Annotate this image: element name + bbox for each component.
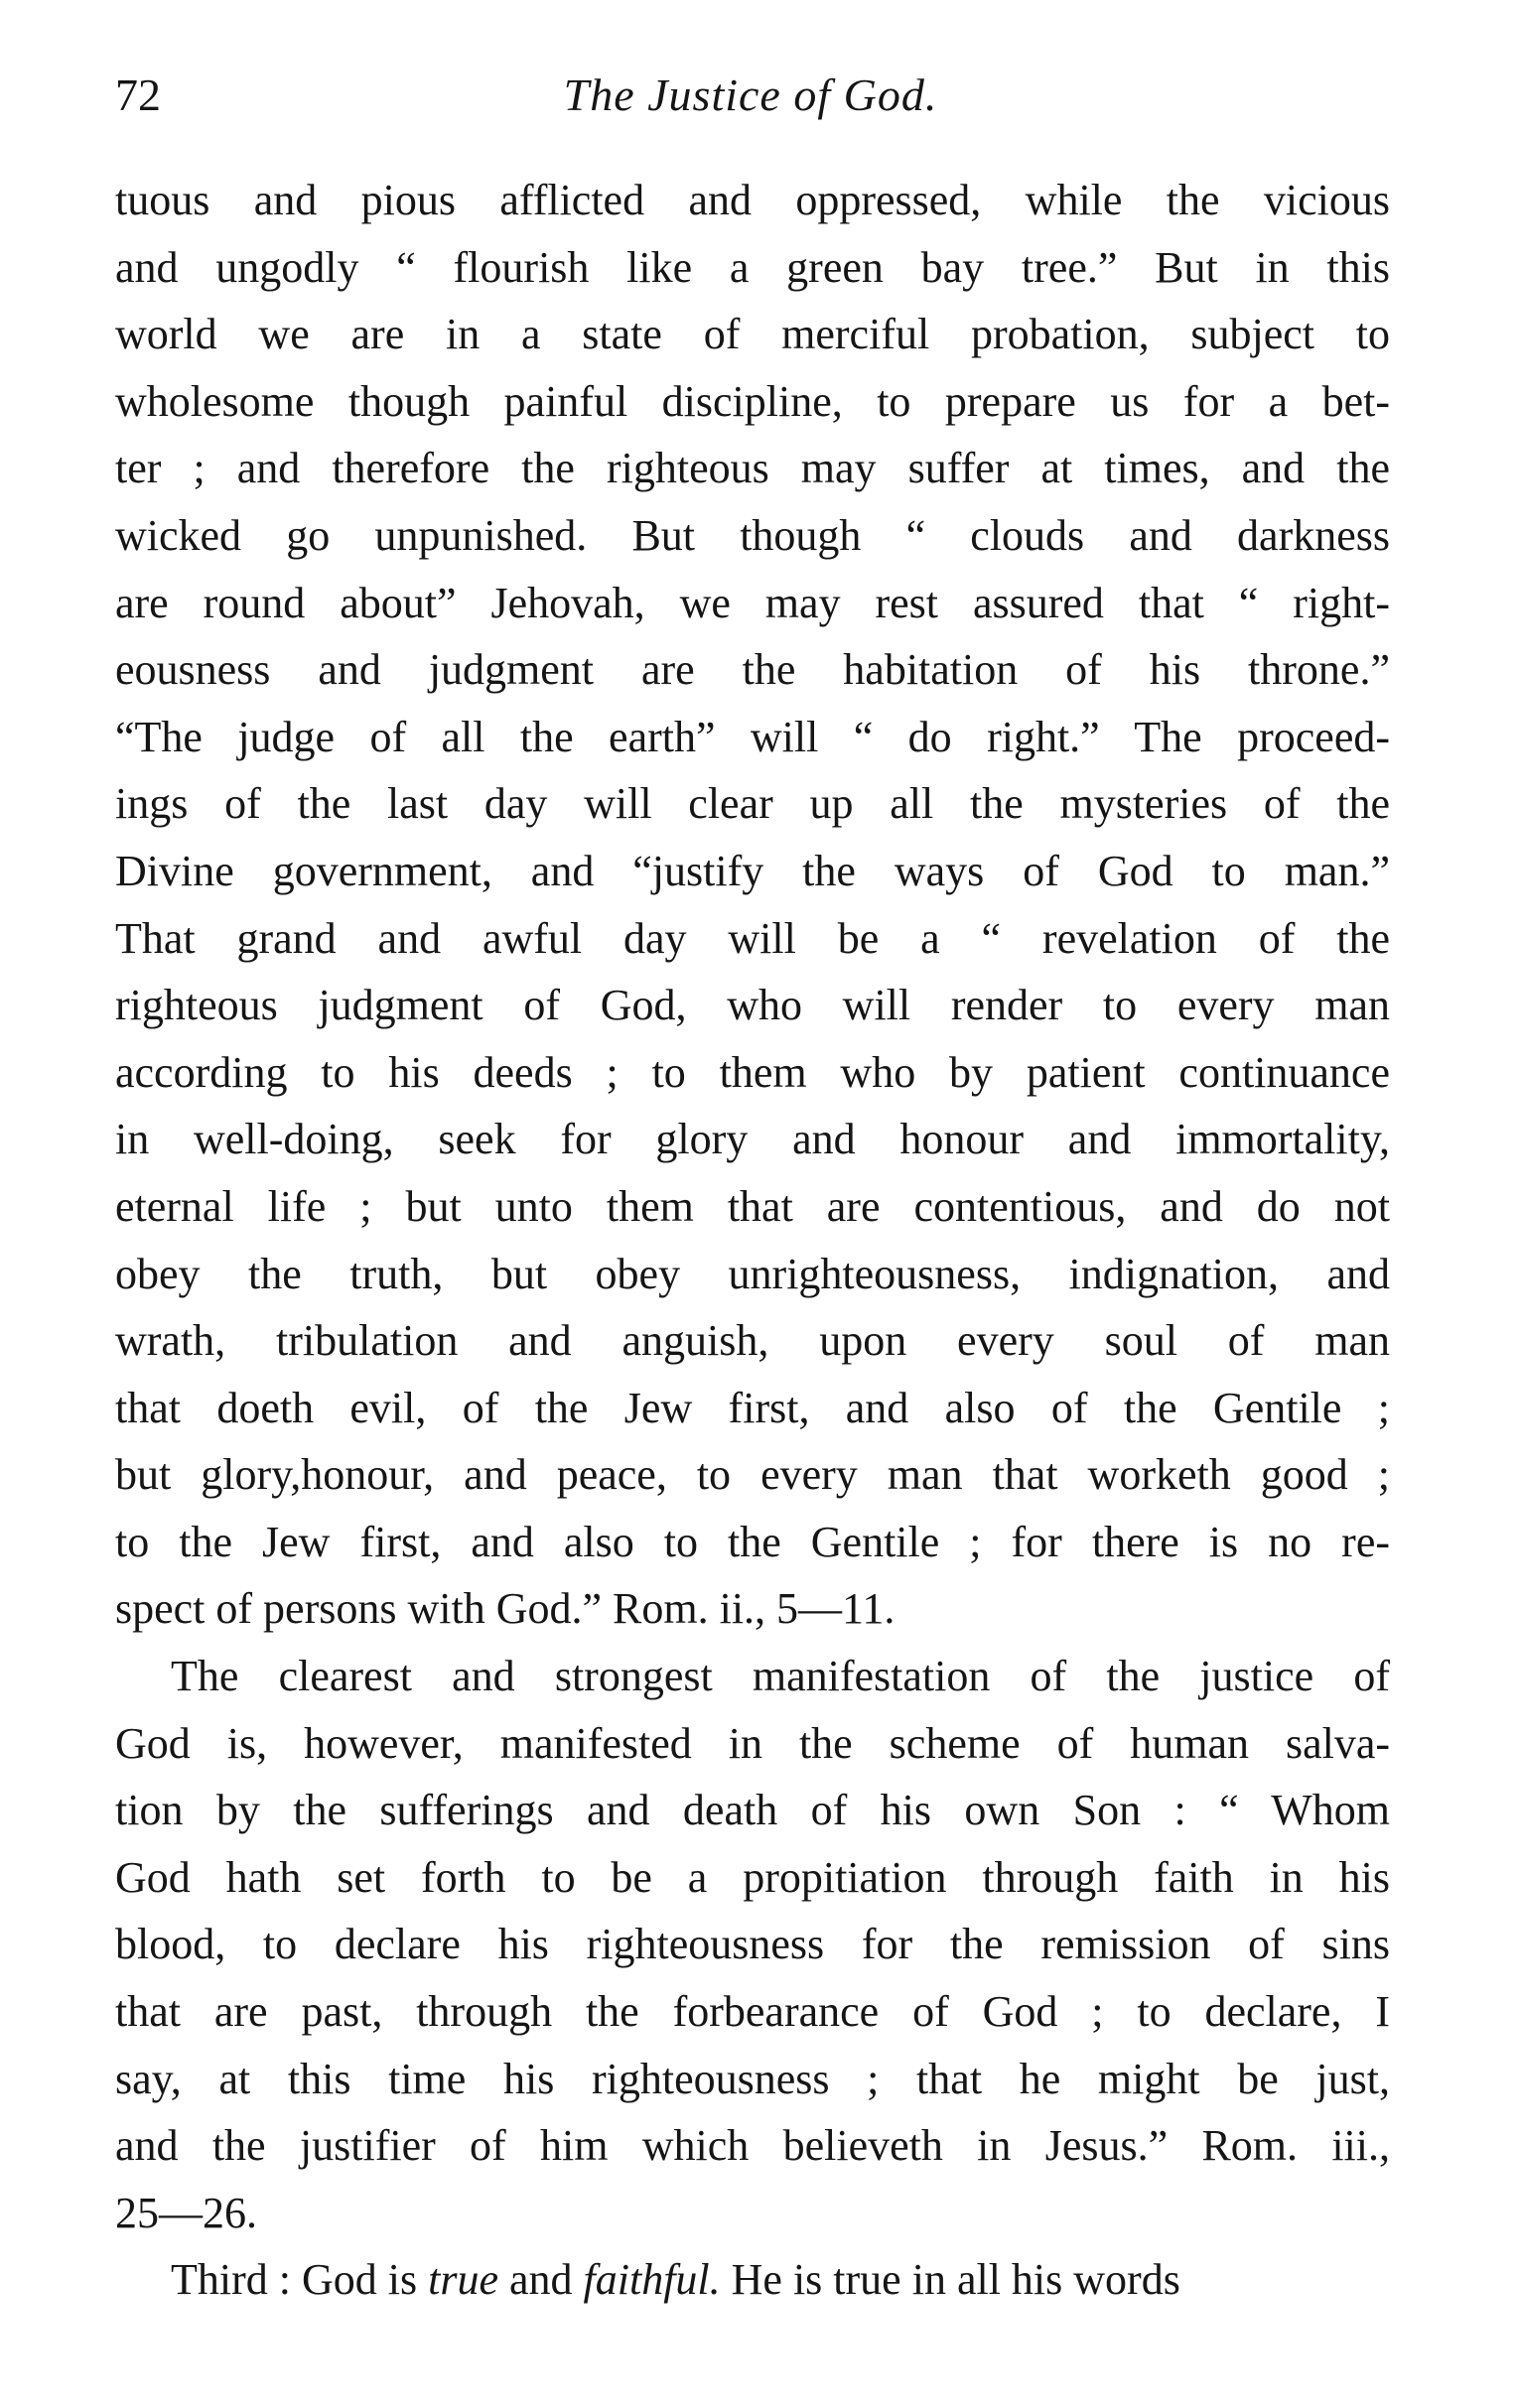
text-line: blood, to declare his righteousness for the remission of sins: [115, 1920, 1390, 1969]
text-line: are round about” Jehovah, we may rest assured that “ right-: [115, 578, 1390, 627]
text-line: according to his deeds ; to them who by patient continuance: [115, 1047, 1390, 1097]
text-line: God hath set forth to be a propitiation through faith in his: [115, 1852, 1390, 1902]
text-line: say, at this time his righteousness ; that he might be just,: [115, 2054, 1390, 2103]
page-number: 72: [115, 69, 161, 120]
text-line: obey the truth, but obey unrighteousness, indignation, and: [115, 1249, 1390, 1298]
text-line: tuous and pious afflicted and oppressed, while the vicious: [115, 176, 1390, 224]
text-line: wrath, tribulation and anguish, upon every soul of man: [115, 1316, 1390, 1366]
paragraph-3: [115, 2246, 1390, 2314]
text-line: but glory,honour, and peace, to every man that worketh good ;: [115, 1450, 1390, 1500]
text-line: and the justifier of him which believeth in Jesus.” Rom. iii.,: [115, 2121, 1390, 2171]
body-text: [115, 167, 1390, 2314]
text-line: ings of the last day will clear up all the mysteries of the: [115, 779, 1390, 829]
text-line: that doeth evil, of the Jew first, and also of the Gentile ;: [115, 1383, 1390, 1432]
text-line: eousness and judgment are the habitation of his throne.”: [115, 645, 1390, 695]
conjunction: and: [498, 2255, 584, 2305]
text-line: and ungodly “ flourish like a green bay tree.” But in this: [115, 242, 1390, 292]
section-lead: Third : God is: [171, 2255, 429, 2305]
text-line: “The judge of all the earth” will “ do right.” The proceed-: [115, 712, 1390, 761]
paragraph-1: [115, 167, 1390, 1643]
text-line: in well-doing, seek for glory and honour and immortality,: [115, 1115, 1390, 1164]
text-line: ter ; and therefore the righteous may suffer at times, and the: [115, 444, 1390, 493]
paragraph-2: [115, 1643, 1390, 2246]
emphasis-true: true: [428, 2255, 498, 2305]
text-line: Divine government, and “justify the ways of God to man.”: [115, 846, 1390, 895]
emphasis-faithful: faithful.: [583, 2255, 721, 2305]
text-line: wholesome though painful discipline, to prepare us for a bet-: [115, 376, 1390, 426]
text-line: to the Jew first, and also to the Gentile ; for there is no re-: [115, 1517, 1390, 1566]
text-line: that are past, through the forbearance of God ; to declare, I: [115, 1987, 1390, 2037]
text-line: The clearest and strongest manifestation of the justice of: [171, 1652, 1390, 1701]
text-line: [115, 2246, 1390, 2314]
text-line: 25—26.: [115, 2188, 257, 2237]
text-line: wicked go unpunished. But though “ clouds and darkness: [115, 510, 1390, 560]
text-line: That grand and awful day will be a “ revelation of the: [115, 913, 1390, 963]
line-rest: He is true in all his words: [720, 2255, 1180, 2305]
running-title: The Justice of God.: [563, 69, 938, 120]
page-header: [115, 66, 1386, 135]
text-line: righteous judgment of God, who will render to every man: [115, 981, 1390, 1030]
text-line: tion by the sufferings and death of his own Son : “ Whom: [115, 1786, 1390, 1835]
text-line: spect of persons with God.” Rom. ii., 5—11.: [115, 1584, 896, 1634]
text-line: God is, however, manifested in the scheme of human salva-: [115, 1718, 1390, 1768]
text-line: eternal life ; but unto them that are contentious, and do not: [115, 1181, 1390, 1231]
text-line: world we are in a state of merciful probation, subject to: [115, 310, 1390, 359]
